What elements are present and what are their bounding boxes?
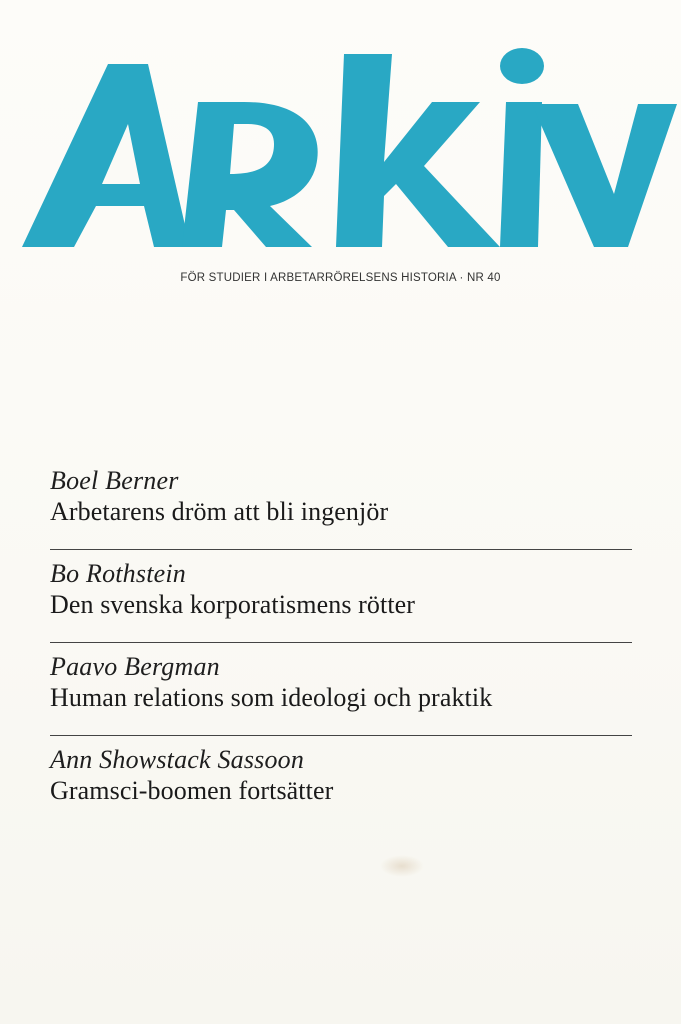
divider <box>50 642 632 643</box>
divider <box>50 735 632 736</box>
article-entry <box>50 559 630 652</box>
divider <box>50 549 632 550</box>
article-title: Gramsci-boomen fortsätter <box>50 776 334 805</box>
paper-stain <box>380 855 424 877</box>
article-entry <box>50 652 630 745</box>
article-entry <box>50 745 630 838</box>
article-author: Boel Berner <box>50 466 179 495</box>
article-list <box>50 466 630 838</box>
article-title: Arbetarens dröm att bli ingenjör <box>50 497 389 526</box>
magazine-subtitle: FÖR STUDIER I ARBETARRÖRELSENS HISTORIA · NR 40 <box>180 272 501 284</box>
article-entry <box>50 466 630 559</box>
article-author: Bo Rothstein <box>50 559 186 588</box>
article-title: Human relations som ideologi och praktik <box>50 683 493 712</box>
article-author: Ann Showstack Sassoon <box>50 745 305 774</box>
arkiv-logo <box>12 44 677 256</box>
article-title: Den svenska korporatismens rötter <box>50 590 416 619</box>
article-author: Paavo Bergman <box>50 652 220 681</box>
